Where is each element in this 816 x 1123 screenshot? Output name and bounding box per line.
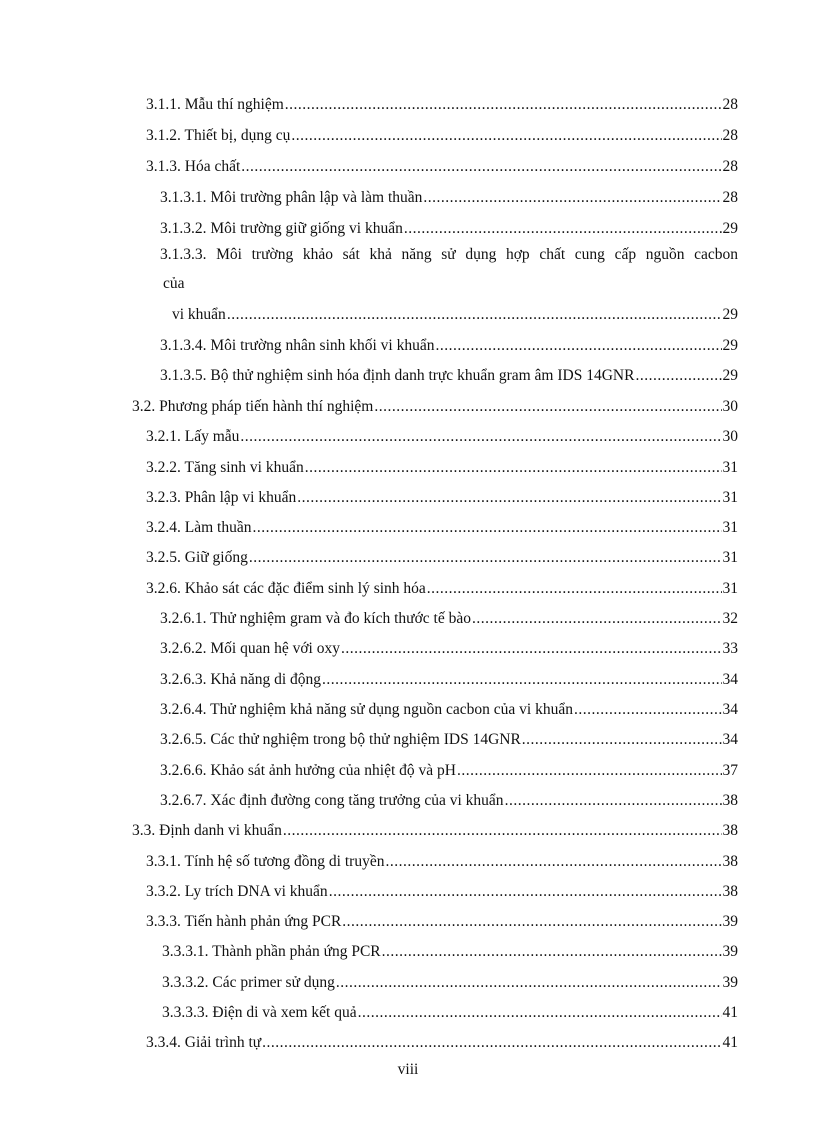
toc-label: 3.3.3.3. Điện di và xem kết quả — [162, 1004, 357, 1021]
toc-label: 3.2.6.3. Khả năng di động — [160, 671, 322, 688]
toc-page: 38 — [722, 822, 738, 839]
toc-label: 3.3.1. Tính hệ số tương đồng di truyền — [146, 853, 385, 870]
toc-label: 3.1.3.1. Môi trường phân lập và làm thuần — [160, 189, 423, 206]
toc-label: 3.2.6. Khảo sát các đặc điểm sinh lý sinh hóa — [146, 580, 426, 597]
toc-entry[interactable] — [146, 880, 738, 904]
toc-entry[interactable] — [160, 217, 738, 241]
toc-entry[interactable] — [146, 425, 738, 449]
toc-page: 31 — [722, 459, 738, 476]
toc-label: 3.2.5. Giữ giống — [146, 549, 248, 566]
page-number: viii — [397, 1061, 419, 1078]
toc-entry[interactable] — [146, 850, 738, 874]
toc-entry[interactable] — [162, 1001, 738, 1025]
toc-label: 3.3.3.1. Thành phần phản ứng PCR — [162, 943, 381, 960]
toc-entry[interactable] — [146, 516, 738, 540]
toc-page: 31 — [722, 489, 738, 506]
toc-label: vi khuẩn — [172, 306, 226, 323]
toc-page: 31 — [722, 519, 738, 536]
toc-page: 41 — [722, 1034, 738, 1051]
toc-entry[interactable] — [160, 759, 738, 783]
toc-page: 39 — [722, 943, 738, 960]
toc-page: 34 — [722, 701, 738, 718]
toc-entry[interactable] — [160, 728, 738, 752]
toc-entry[interactable] — [146, 155, 738, 179]
toc-label: 3.1.3. Hóa chất — [146, 158, 241, 175]
toc-label: 3.3.3.2. Các primer sử dụng — [162, 974, 335, 991]
toc-label: 3.1.3.4. Môi trường nhân sinh khối vi khuẩn — [160, 337, 435, 354]
toc-page: 29 — [722, 306, 738, 323]
toc-label-line1[interactable]: 3.1.3.3. Môi trường khảo sát khả năng sử dụng hợp chất cung cấp nguồn cacbon — [160, 246, 738, 263]
toc-page: 28 — [722, 96, 738, 113]
toc-entry[interactable] — [146, 124, 738, 148]
toc-entry[interactable] — [146, 546, 738, 570]
toc-entry[interactable] — [146, 93, 738, 117]
toc-page: 29 — [722, 367, 738, 384]
toc-label: 3.3. Định danh vi khuẩn — [132, 822, 282, 839]
toc-page: 28 — [722, 158, 738, 175]
toc-label: 3.3.4. Giải trình tự — [146, 1034, 262, 1051]
toc-label: 3.3.2. Ly trích DNA vi khuẩn — [146, 883, 328, 900]
toc-entry[interactable] — [146, 1031, 738, 1055]
toc-label: 3.2.6.4. Thử nghiệm khả năng sử dụng nguồn cacbon của vi khuẩn — [160, 701, 573, 718]
toc-page: 39 — [722, 913, 738, 930]
toc-entry[interactable] — [160, 364, 738, 388]
toc-label: 3.2.6.6. Khảo sát ảnh hưởng của nhiệt độ và pH — [160, 762, 456, 779]
toc-label: 3.2.6.2. Mối quan hệ với oxy — [160, 640, 340, 657]
toc-entry[interactable] — [172, 303, 738, 327]
toc-entry[interactable] — [132, 395, 738, 419]
toc-label: 3.1.3.5. Bộ thử nghiệm sinh hóa định danh trực khuẩn gram âm IDS 14GNR — [160, 367, 635, 384]
toc-page: 33 — [722, 640, 738, 657]
toc-label: 3.1.1. Mẫu thí nghiệm — [146, 96, 284, 113]
toc-page: 29 — [722, 337, 738, 354]
toc-entry[interactable] — [146, 577, 738, 601]
toc-entry[interactable] — [160, 334, 738, 358]
toc-page: 29 — [722, 220, 738, 237]
toc-page: 38 — [722, 883, 738, 900]
toc-page: 37 — [722, 762, 738, 779]
toc-label: 3.2.2. Tăng sinh vi khuẩn — [146, 459, 304, 476]
toc-page: 30 — [722, 428, 738, 445]
toc-entry[interactable] — [160, 637, 738, 661]
toc-entry[interactable] — [160, 668, 738, 692]
toc-label: 3.2.6.1. Thử nghiệm gram và đo kích thước tế bào — [160, 610, 471, 627]
toc-label: 3.3.3. Tiến hành phản ứng PCR — [146, 913, 342, 930]
toc-entry[interactable] — [162, 940, 738, 964]
toc-page: 34 — [722, 731, 738, 748]
toc-page: 28 — [722, 127, 738, 144]
toc-page: 31 — [722, 549, 738, 566]
toc-page: 30 — [722, 398, 738, 415]
toc-label-line2: của — [163, 275, 185, 292]
toc-page: 38 — [722, 853, 738, 870]
toc-label: 3.2.6.7. Xác định đường cong tăng trưởng của vi khuẩn — [160, 792, 504, 809]
toc-label: 3.1.2. Thiết bị, dụng cụ — [146, 127, 291, 144]
toc-label: 3.2.4. Làm thuần — [146, 519, 252, 536]
toc-entry[interactable] — [160, 186, 738, 210]
toc-label: 3.2.3. Phân lập vi khuẩn — [146, 489, 297, 506]
toc-page: 32 — [722, 610, 738, 627]
toc-page: 39 — [722, 974, 738, 991]
toc-label: 3.1.3.2. Môi trường giữ giống vi khuẩn — [160, 220, 403, 237]
toc-page: 38 — [722, 792, 738, 809]
toc-label: 3.2.6.5. Các thử nghiệm trong bộ thử nghiệm IDS 14GNR — [160, 731, 521, 748]
toc-label: 3.2. Phương pháp tiến hành thí nghiệm — [132, 398, 374, 415]
toc-entry[interactable] — [146, 910, 738, 934]
toc-entry[interactable] — [160, 607, 738, 631]
toc-page: 34 — [722, 671, 738, 688]
toc-page: 28 — [722, 189, 738, 206]
toc-label: 3.2.1. Lấy mẫu — [146, 428, 240, 445]
toc-page: 41 — [722, 1004, 738, 1021]
toc-page: 31 — [722, 580, 738, 597]
toc-entry[interactable] — [162, 971, 738, 995]
toc-entry[interactable] — [132, 819, 738, 843]
toc-entry[interactable] — [146, 486, 738, 510]
toc-entry[interactable] — [146, 456, 738, 480]
toc-entry[interactable] — [160, 698, 738, 722]
toc-entry[interactable] — [160, 789, 738, 813]
